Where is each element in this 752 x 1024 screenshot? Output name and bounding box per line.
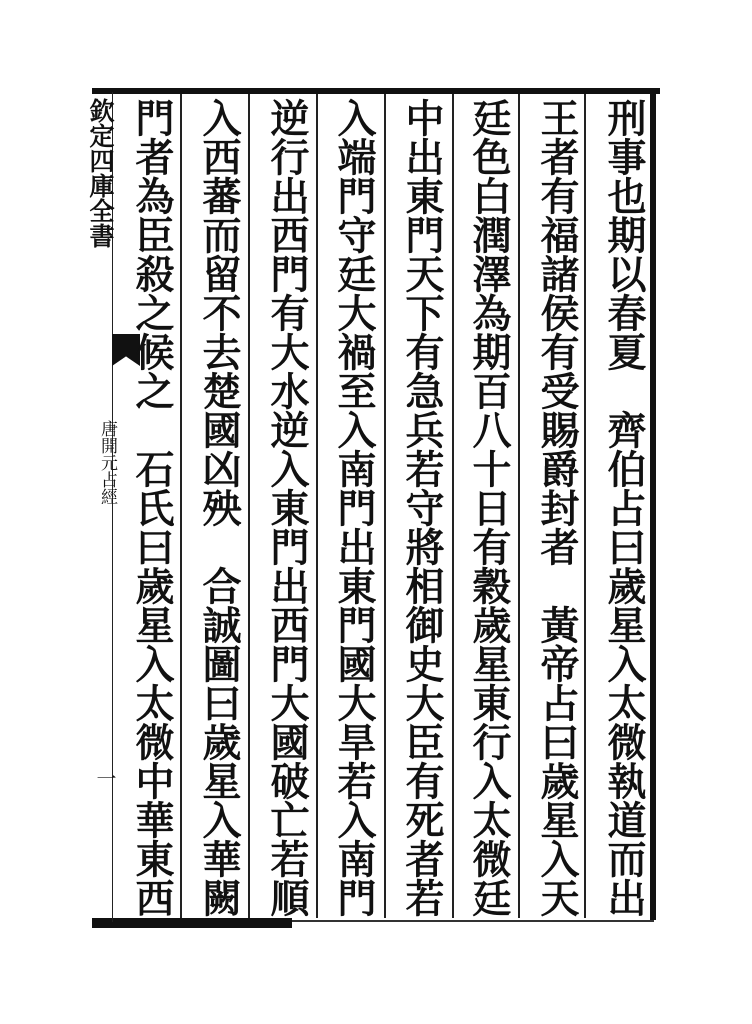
- margin-page-number: 一: [93, 768, 117, 788]
- text-column-5: 入端門守廷大禍至入南門出東門國大旱若入南門: [331, 98, 377, 917]
- text-column-7: 入西蕃而留不去楚國凶殃 合誠圖曰歲星入華闕: [196, 98, 242, 917]
- text-column-1: 刑事也期以春夏 齊伯占曰歲星入太微執道而出: [601, 98, 647, 917]
- frame-bottom-line: [292, 920, 654, 922]
- text-column-8: 門者為臣殺之候之 石氏曰歲星入太微中華東西: [129, 98, 175, 917]
- column-rule: [316, 94, 318, 918]
- text-column-4: 中出東門天下有急兵若守將相御史大臣有死者若: [399, 98, 445, 917]
- column-rule: [584, 94, 586, 918]
- text-column-3: 廷色白潤澤為期百八十日有穀歲星東行入太微廷: [466, 98, 512, 917]
- text-column-2: 王者有福諸侯有受賜爵封者 黃帝占曰歲星入天: [534, 98, 580, 917]
- margin-title: 欽定四庫全書: [86, 98, 115, 248]
- column-rule: [452, 94, 454, 918]
- column-rule: [384, 94, 386, 918]
- column-rule: [248, 94, 250, 918]
- column-rule: [180, 94, 182, 918]
- frame-bottom-border: [92, 918, 292, 928]
- frame-right-border: [650, 88, 656, 920]
- margin-book-title: 唐開元占經: [97, 420, 117, 505]
- column-rule: [518, 94, 520, 918]
- text-column-6: 逆行出西門有大水逆入東門出西門大國破亡若順: [264, 98, 310, 917]
- frame-top-border: [92, 88, 660, 94]
